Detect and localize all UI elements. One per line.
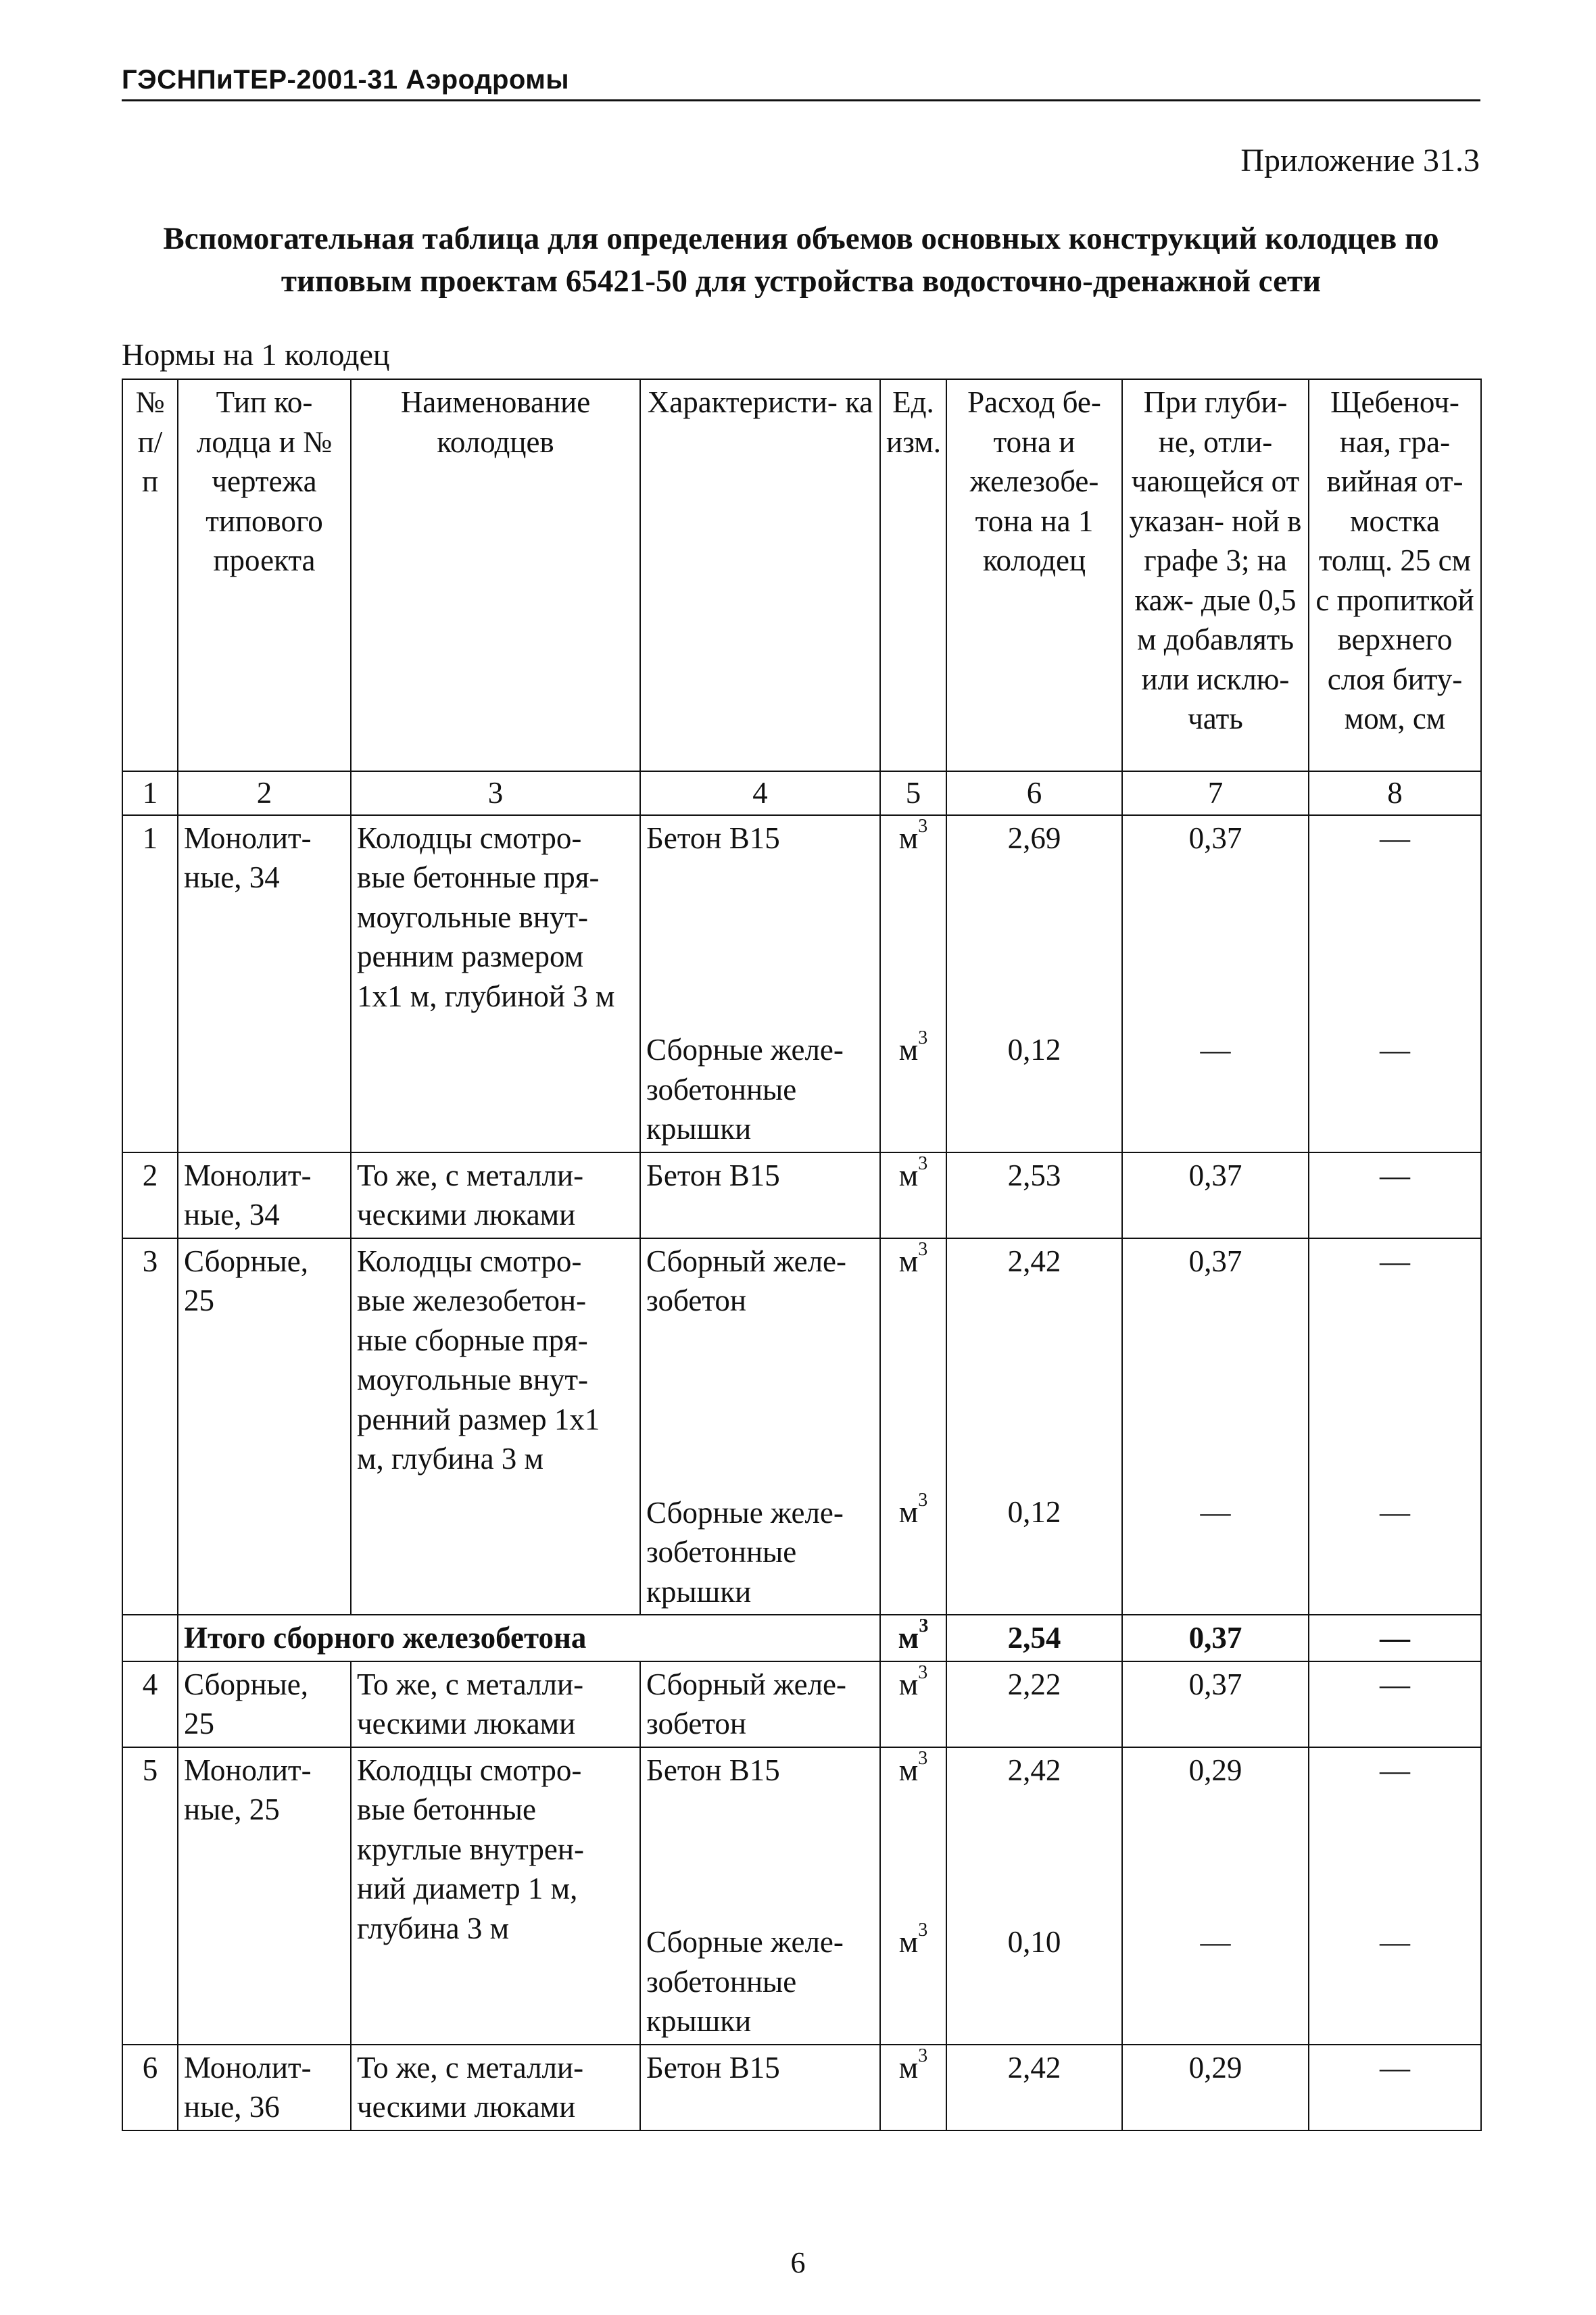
total-depth: 0,37 <box>1122 1615 1309 1661</box>
gravel-apron <box>1309 1747 1481 2045</box>
appendix-label: Приложение 31.3 <box>1240 143 1480 178</box>
gravel-apron: — <box>1309 1152 1481 1238</box>
well-name: Колодцы смотро- вые железобетон- ные сборные пря- моугольные внут- ренний размер 1x1 м, глубина 3 м <box>351 1238 640 1615</box>
unit <box>880 1615 946 1661</box>
unit-base: м <box>898 1158 919 1192</box>
unit-exponent: 3 <box>918 1152 928 1174</box>
column-number: 6 <box>946 771 1122 815</box>
depth-value: 0,37 <box>1188 821 1242 855</box>
depth-adjustment: 0,37 <box>1122 1152 1309 1238</box>
unit-exponent: 3 <box>919 1615 929 1636</box>
well-name: Колодцы смотро- вые бетонные пря- моугольные внут- ренним размером 1x1 м, глубиной 3 м <box>351 815 640 1152</box>
well-name: То же, с металли- ческими люками <box>351 1152 640 1238</box>
total-label: Итого сборного железобетона <box>178 1615 880 1661</box>
well-type: Монолит- ные, 34 <box>178 1152 351 1238</box>
unit-base: м <box>898 1244 919 1278</box>
concrete-volume: 2,22 <box>946 1661 1122 1747</box>
unit-base: м <box>898 1033 919 1067</box>
table-row <box>122 1238 1481 1615</box>
gravel-value: — <box>1380 1244 1410 1278</box>
gravel-value: — <box>1380 1753 1410 1787</box>
unit-exponent: 3 <box>918 1238 928 1260</box>
characteristic-secondary: Сборные желе- зобетонные крышки <box>646 1033 844 1146</box>
unit-exponent: 3 <box>918 1747 928 1769</box>
gravel-apron <box>1309 1238 1481 1615</box>
row-number: 4 <box>122 1661 178 1747</box>
unit-exponent: 3 <box>918 1490 928 1511</box>
row-number: 1 <box>122 815 178 1152</box>
row-number: 5 <box>122 1747 178 2045</box>
header-cell: При глуби- не, отли- чающейся от указан- ной в графе 3; на каж- дые 0,5 м добавлять или исклю- чать <box>1122 379 1309 771</box>
column-number-row <box>122 771 1481 815</box>
concrete-volume <box>946 1747 1122 2045</box>
characteristic-main: Бетон В15 <box>646 821 780 855</box>
unit-exponent: 3 <box>918 815 928 837</box>
header-cell: № п/ п <box>122 379 178 771</box>
total-row <box>122 1615 1481 1661</box>
table-row <box>122 1747 1481 2045</box>
unit <box>880 2045 946 2130</box>
norm-caption: Нормы на 1 колодец <box>122 337 390 372</box>
unit-exponent: 3 <box>918 1920 928 1941</box>
characteristic-main: Бетон В15 <box>646 1753 780 1787</box>
gravel-value: — <box>1380 1925 1410 1959</box>
title-line-2: типовым проектам 65421-50 для устройства водосточно-дренажной сети <box>281 263 1322 299</box>
characteristic <box>640 1238 880 1615</box>
unit <box>880 1152 946 1238</box>
depth-adjustment <box>1122 1238 1309 1615</box>
well-type: Монолит- ные, 34 <box>178 815 351 1152</box>
depth-value: — <box>1200 1925 1231 1959</box>
total-gravel: — <box>1309 1615 1481 1661</box>
column-number: 7 <box>1122 771 1309 815</box>
unit <box>880 815 946 1152</box>
depth-value: — <box>1200 1495 1231 1529</box>
well-type: Сборные, 25 <box>178 1238 351 1615</box>
concrete-volume <box>946 1238 1122 1615</box>
volume-value: 2,42 <box>1007 1244 1061 1278</box>
gravel-apron <box>1309 815 1481 1152</box>
unit-base: м <box>898 2050 919 2085</box>
depth-adjustment <box>1122 815 1309 1152</box>
characteristic: Сборный желе- зобетон <box>640 1661 880 1747</box>
column-number: 1 <box>122 771 178 815</box>
header-cell: Тип ко- лодца и № чертежа типового проекта <box>178 379 351 771</box>
total-volume: 2,54 <box>946 1615 1122 1661</box>
unit <box>880 1747 946 2045</box>
depth-value: 0,29 <box>1188 1753 1242 1787</box>
unit-base: м <box>898 1621 919 1655</box>
unit-exponent: 3 <box>918 1661 928 1683</box>
gravel-value: — <box>1380 821 1410 855</box>
table-row <box>122 815 1481 1152</box>
well-name: То же, с металли- ческими люками <box>351 1661 640 1747</box>
table-row <box>122 2045 1481 2130</box>
header-cell: Характеристи- ка <box>640 379 880 771</box>
table-header-row <box>122 379 1481 771</box>
characteristic: Бетон В15 <box>640 1152 880 1238</box>
column-number: 3 <box>351 771 640 815</box>
characteristic-secondary: Сборные желе- зобетонные крышки <box>646 1925 844 2038</box>
unit-exponent: 3 <box>918 1027 928 1048</box>
header-cell: Расход бе- тона и железобе- тона на 1 колодец <box>946 379 1122 771</box>
well-type: Сборные, 25 <box>178 1661 351 1747</box>
concrete-volume: 2,53 <box>946 1152 1122 1238</box>
title-line-1: Вспомогательная таблица для определения объемов основных конструкций колодцев по <box>163 221 1439 256</box>
well-name: Колодцы смотро- вые бетонные круглые внутрен- ний диаметр 1 м, глубина 3 м <box>351 1747 640 2045</box>
concrete-volume: 2,42 <box>946 2045 1122 2130</box>
well-type: Монолит- ные, 36 <box>178 2045 351 2130</box>
characteristic <box>640 1747 880 2045</box>
header-rule <box>122 99 1480 101</box>
volume-value: 0,12 <box>1007 1495 1061 1529</box>
unit-base: м <box>898 1495 919 1529</box>
unit-base: м <box>898 1667 919 1701</box>
column-number: 5 <box>880 771 946 815</box>
volume-value: 2,69 <box>1007 821 1061 855</box>
depth-adjustment: 0,37 <box>1122 1661 1309 1747</box>
depth-adjustment: 0,29 <box>1122 2045 1309 2130</box>
page-number: 6 <box>790 2246 806 2279</box>
unit <box>880 1238 946 1615</box>
unit-base: м <box>898 821 919 855</box>
characteristic-secondary: Сборные желе- зобетонные крышки <box>646 1495 844 1609</box>
header-cell: Ед. изм. <box>880 379 946 771</box>
table-row <box>122 1661 1481 1747</box>
unit-base: м <box>898 1925 919 1959</box>
unit <box>880 1661 946 1747</box>
gravel-value: — <box>1380 1495 1410 1529</box>
row-number: 2 <box>122 1152 178 1238</box>
unit-exponent: 3 <box>918 2045 928 2066</box>
volume-value: 0,10 <box>1007 1925 1061 1959</box>
characteristic-main: Сборный желе- зобетон <box>646 1244 846 1317</box>
depth-value: — <box>1200 1033 1231 1067</box>
wells-table <box>122 379 1482 2131</box>
row-number: 6 <box>122 2045 178 2130</box>
concrete-volume <box>946 815 1122 1152</box>
header-cell: Наименование колодцев <box>351 379 640 771</box>
column-number: 2 <box>178 771 351 815</box>
gravel-value: — <box>1380 1033 1410 1067</box>
gravel-apron: — <box>1309 1661 1481 1747</box>
page-title <box>122 218 1480 302</box>
depth-value: 0,37 <box>1188 1244 1242 1278</box>
volume-value: 0,12 <box>1007 1033 1061 1067</box>
column-number: 8 <box>1309 771 1481 815</box>
gravel-apron: — <box>1309 2045 1481 2130</box>
unit-base: м <box>898 1753 919 1787</box>
row-number: 3 <box>122 1238 178 1615</box>
volume-value: 2,42 <box>1007 1753 1061 1787</box>
column-number: 4 <box>640 771 880 815</box>
depth-adjustment <box>1122 1747 1309 2045</box>
characteristic <box>640 815 880 1152</box>
characteristic: Бетон В15 <box>640 2045 880 2130</box>
header-cell: Щебеноч- ная, гра- вийная от- мостка толщ. 25 см с пропиткой верхнего слоя биту- мом, см <box>1309 379 1481 771</box>
table-row <box>122 1152 1481 1238</box>
well-name: То же, с металли- ческими люками <box>351 2045 640 2130</box>
running-header: ГЭСНПиТЕР-2001-31 Аэродромы <box>122 65 570 95</box>
well-type: Монолит- ные, 25 <box>178 1747 351 2045</box>
